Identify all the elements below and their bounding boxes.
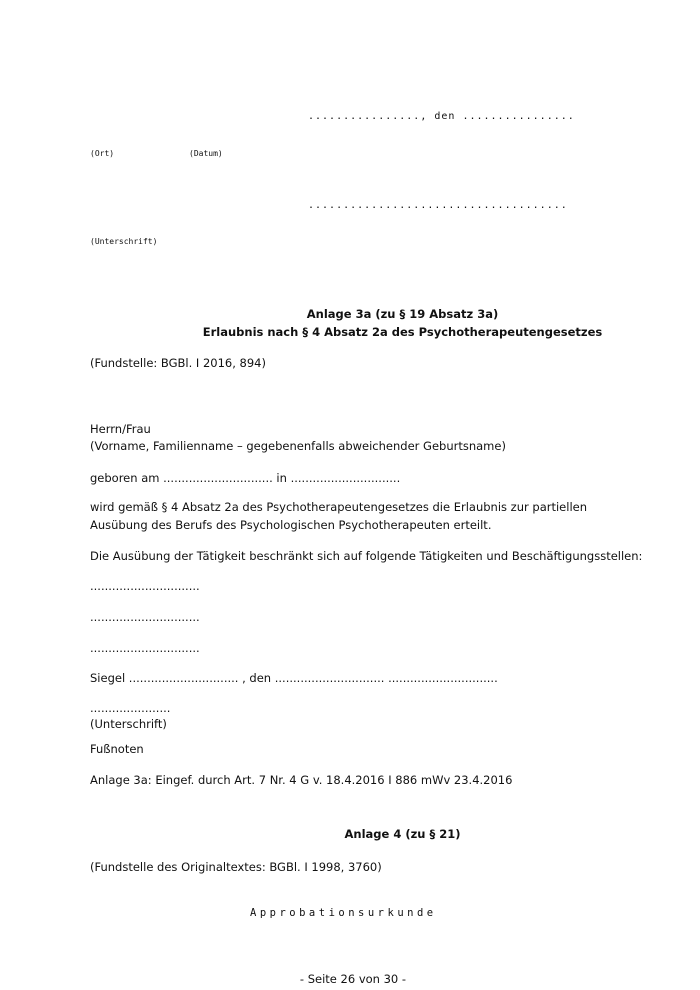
restriction-text: Die Ausübung der Tätigkeit beschränkt sich auf folgende Tätigkeiten und Beschäftigungsstellen:	[90, 549, 643, 563]
document-heading: Approbationsurkunde	[250, 907, 437, 919]
anlage-3a-title: Anlage 3a (zu § 19 Absatz 3a)	[306, 307, 499, 321]
anlage-4-source: (Fundstelle des Originaltextes: BGBl. I 1998, 3760)	[90, 860, 382, 874]
born-line: geboren am .............................. in ..............................	[90, 471, 401, 485]
anlage-3a-subtitle: Erlaubnis nach § 4 Absatz 2a des Psychotherapeutengesetzes	[202, 325, 603, 339]
signature-label-3a: (Unterschrift)	[90, 717, 167, 731]
signature-line: .....................................	[308, 200, 568, 211]
place-label: (Ort)	[90, 149, 115, 158]
signature-label: (Unterschrift)	[90, 237, 158, 246]
blank-line: ..............................	[90, 610, 200, 624]
permission-text: wird gemäß § 4 Absatz 2a des Psychotherapeutengesetzes die Erlaubnis zur partiellen Ausübung des Berufs des Psychologischen Psychotherapeuten erteilt.	[90, 500, 587, 532]
footnotes-heading: Fußnoten	[90, 742, 144, 756]
footnote: Anlage 3a: Eingef. durch Art. 7 Nr. 4 G v. 18.4.2016 I 886 mWv 23.4.2016	[90, 773, 513, 787]
anlage-3a-source: (Fundstelle: BGBl. I 2016, 894)	[90, 356, 266, 370]
signature-dots: ......................	[90, 701, 171, 715]
salutation: Herrn/Frau	[90, 422, 151, 436]
page-number: - Seite 26 von 30 -	[299, 972, 407, 986]
date-label: (Datum)	[189, 149, 223, 158]
anlage-4-title: Anlage 4 (zu § 21)	[344, 827, 461, 841]
blank-line: ..............................	[90, 641, 200, 655]
name-hint: (Vorname, Familienname – gegebenenfalls abweichender Geburtsname)	[90, 439, 506, 453]
blank-line: ..............................	[90, 579, 200, 593]
place-date-line: ................, den ................	[308, 111, 575, 122]
seal-line: Siegel .............................. , den .............................. ..............................	[90, 671, 498, 685]
